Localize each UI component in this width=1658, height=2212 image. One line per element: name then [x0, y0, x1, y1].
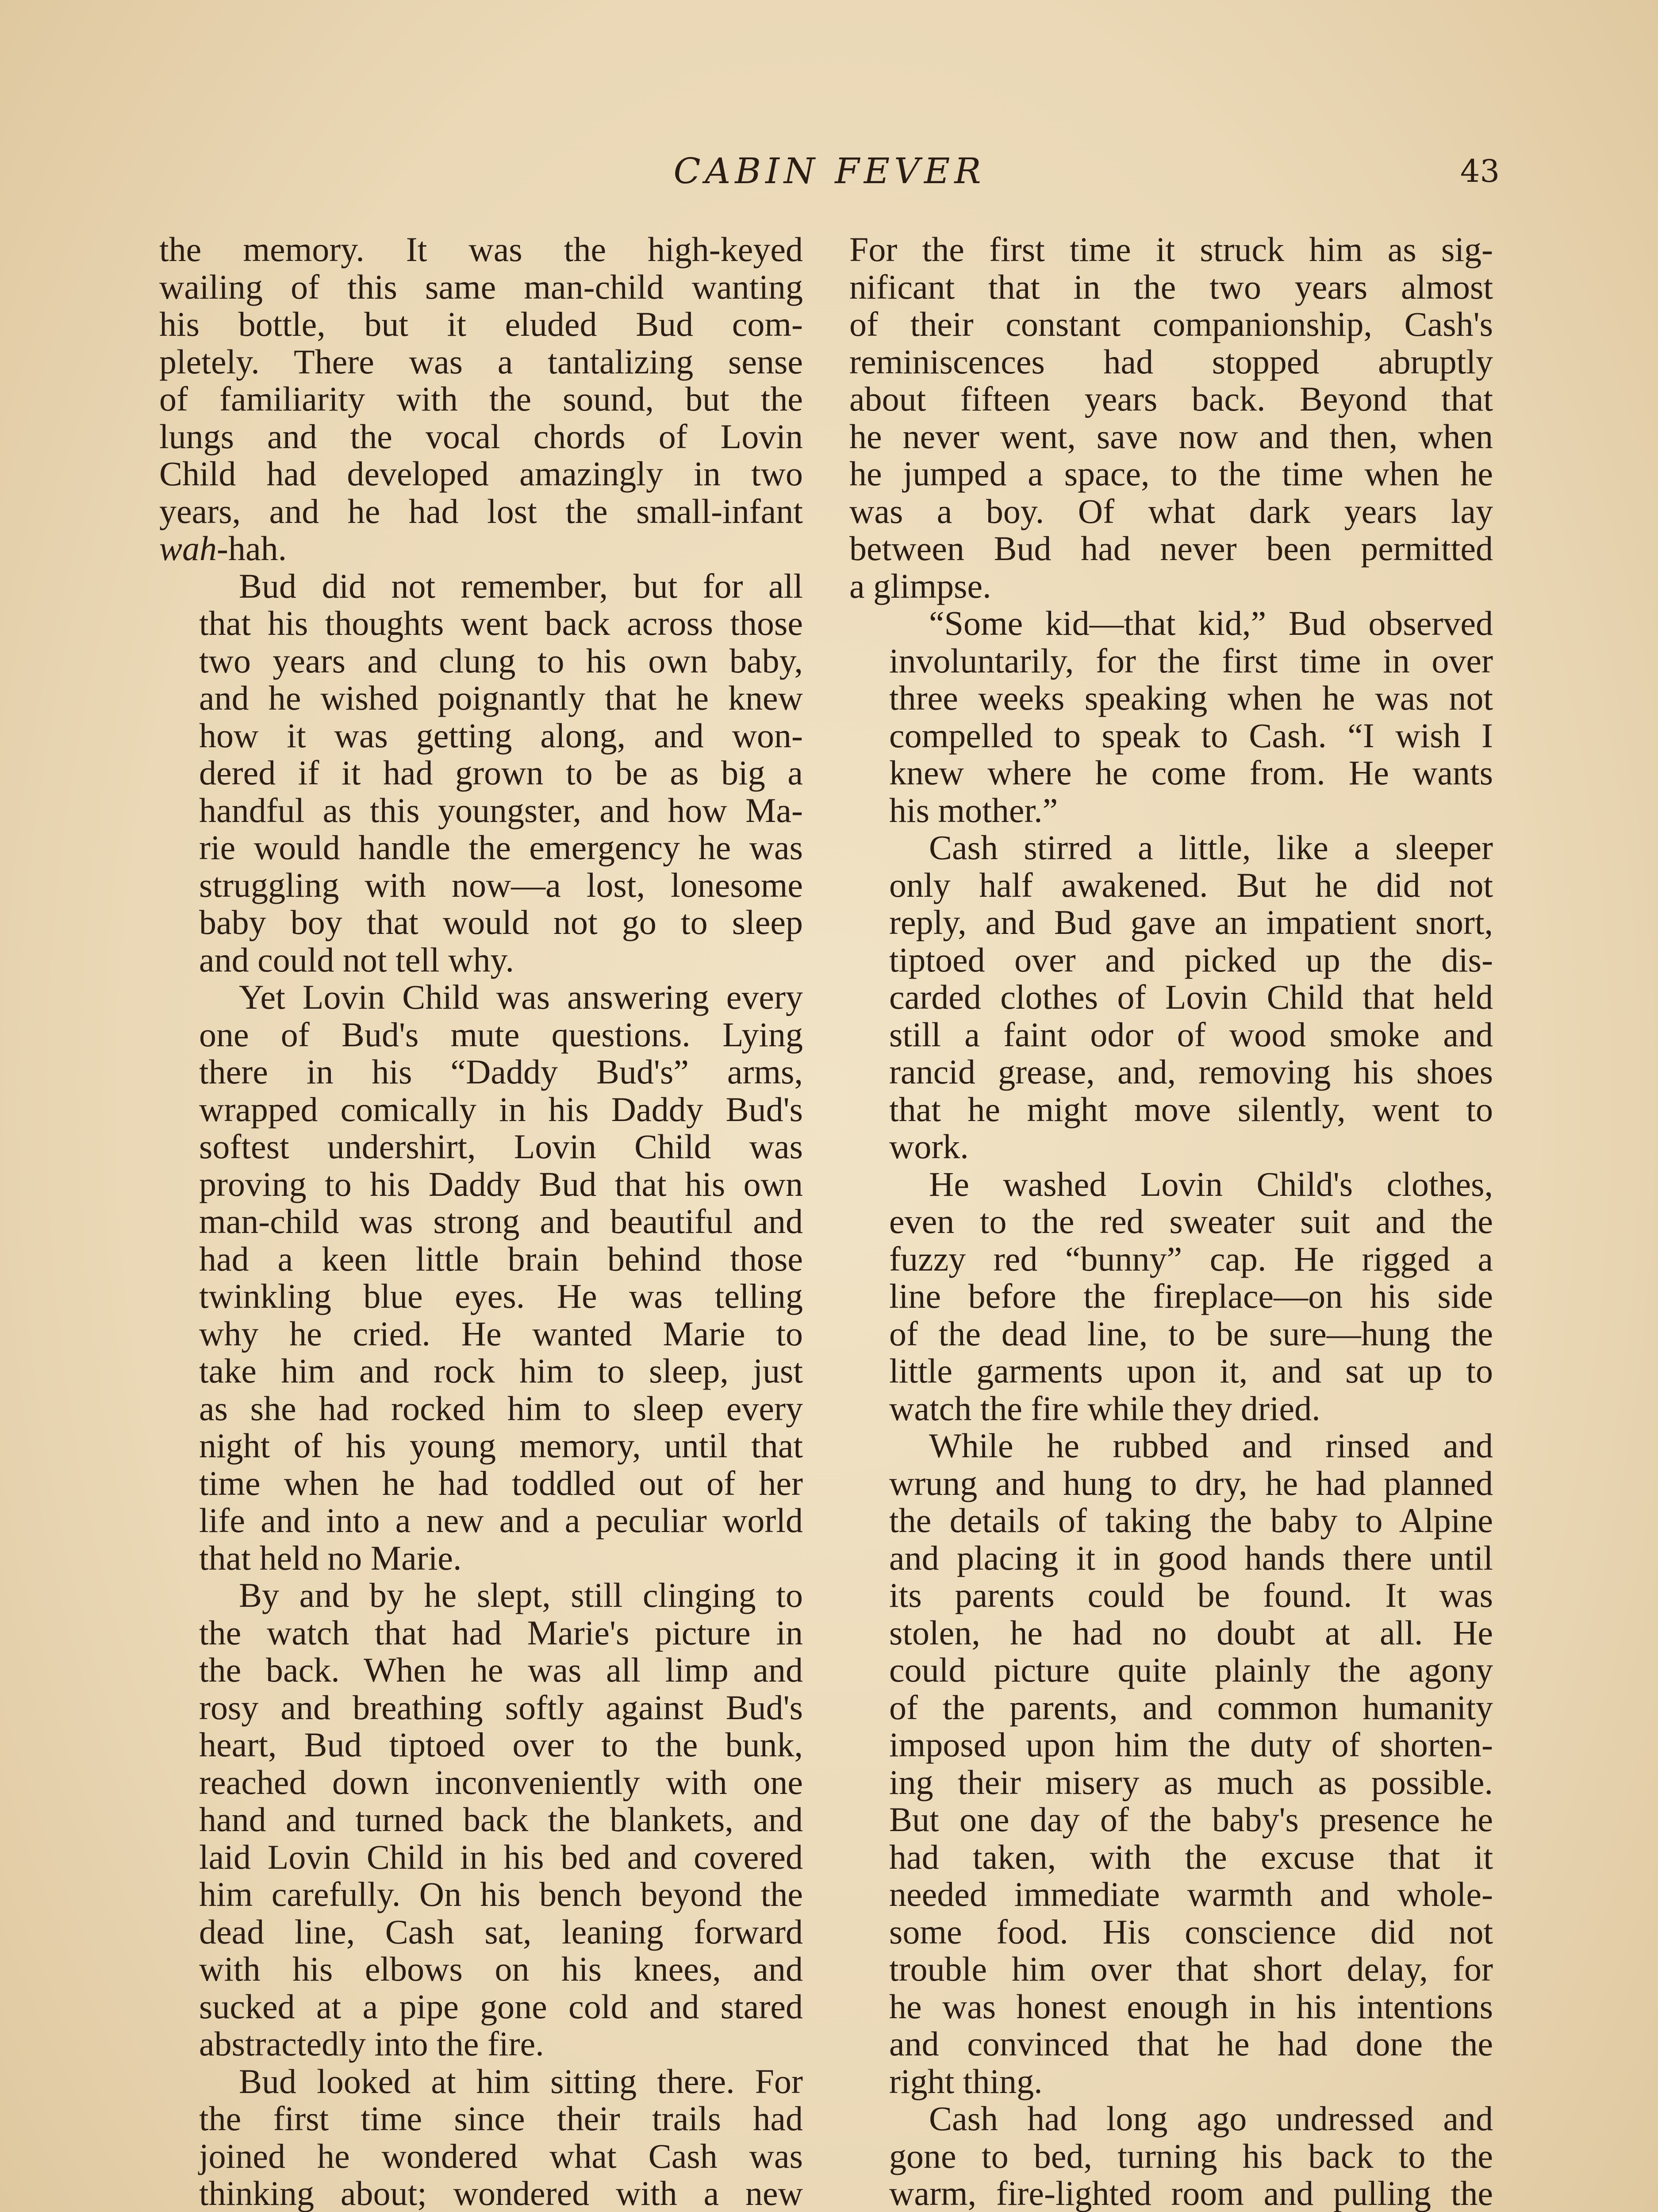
running-title: CABIN FEVER	[673, 150, 986, 192]
text-line: stolen, he had no doubt at all. He	[889, 1613, 1493, 1652]
text-line: his bottle, but it eluded Bud com-	[159, 305, 803, 343]
text-line: take him and rock him to sleep, just	[199, 1352, 803, 1390]
left-column	[159, 231, 803, 2212]
text-line: twinkling blue eyes. He was telling	[199, 1277, 803, 1315]
text-line: heart, Bud tiptoed over to the bunk,	[199, 1725, 803, 1764]
text-line: imposed upon him the duty of shorten-	[889, 1725, 1493, 1764]
text-line: ing their misery as much as possible.	[889, 1763, 1493, 1801]
text-line: wah-hah.	[159, 529, 287, 568]
text-line: the back. When he was all limp and	[199, 1651, 803, 1689]
page-number: 43	[1460, 153, 1500, 189]
text-line: how it was getting along, and won-	[199, 716, 803, 755]
text-line: involuntarily, for the first time in over	[889, 641, 1493, 680]
text-line: man-child was strong and beautiful and	[199, 1202, 803, 1240]
text-line: needed immediate warmth and whole-	[889, 1875, 1493, 1913]
text-line: a glimpse.	[849, 566, 991, 605]
right-column	[849, 231, 1493, 2212]
text-line: reply, and Bud gave an impatient snort,	[889, 903, 1493, 941]
text-line: “Some kid—that kid,” Bud observed	[929, 604, 1493, 642]
text-line: two years and clung to his own baby,	[199, 641, 803, 680]
text-line: years, and he had lost the small-infant	[159, 492, 803, 530]
text-line: life and into a new and a peculiar world	[199, 1501, 803, 1540]
paragraph	[849, 1427, 1493, 2100]
text-line: the memory. It was the high-keyed	[159, 230, 803, 269]
text-line: For the first time it struck him as sig-	[849, 230, 1493, 269]
text-line: he never went, save now and then, when	[849, 417, 1493, 456]
text-line: By and by he slept, still clinging to	[239, 1576, 803, 1614]
text-line: proving to his Daddy Bud that his own	[199, 1164, 803, 1203]
text-line: hand and turned back the blankets, and	[199, 1800, 803, 1839]
text-line: of familiarity with the sound, but the	[159, 380, 803, 418]
text-line: and he wished poignantly that he knew	[199, 679, 803, 717]
paragraph	[159, 568, 803, 979]
text-line: rosy and breathing softly against Bud's	[199, 1688, 803, 1727]
text-line: dead line, Cash sat, leaning forward	[199, 1912, 803, 1951]
text-line: While he rubbed and rinsed and	[929, 1426, 1493, 1465]
text-line: wrapped comically in his Daddy Bud's	[199, 1090, 803, 1129]
text-line: one of Bud's mute questions. Lying	[199, 1015, 803, 1054]
text-line: baby boy that would not go to sleep	[199, 903, 803, 941]
text-line: thinking about; wondered with a new	[199, 2174, 803, 2212]
text-line: sucked at a pipe gone cold and stared	[199, 1987, 803, 2026]
text-line: work.	[889, 1127, 969, 1166]
text-line: rancid grease, and, removing his shoes	[889, 1052, 1493, 1091]
text-line: of the dead line, to be sure—hung the	[889, 1314, 1493, 1353]
paragraph	[849, 231, 1493, 605]
text-line: watch the fire while they dried.	[889, 1389, 1320, 1428]
text-line: Cash stirred a little, like a sleeper	[929, 828, 1493, 867]
text-line: three weeks speaking when he was not	[889, 679, 1493, 717]
text-line: Bud looked at him sitting there. For	[239, 2062, 803, 2101]
text-line: softest undershirt, Lovin Child was	[199, 1127, 803, 1166]
text-line: trouble him over that short delay, for	[889, 1950, 1493, 1988]
text-line: why he cried. He wanted Marie to	[199, 1314, 803, 1353]
text-line: compelled to speak to Cash. “I wish I	[889, 716, 1493, 755]
text-line: there in his “Daddy Bud's” arms,	[199, 1052, 803, 1091]
text-line: little garments upon it, and sat up to	[889, 1352, 1493, 1390]
text-line: about fifteen years back. Beyond that	[849, 380, 1493, 418]
text-line: and convinced that he had done the	[889, 2024, 1493, 2063]
text-line: line before the fireplace—on his side	[889, 1277, 1493, 1315]
text-line: had taken, with the excuse that it	[889, 1837, 1493, 1876]
paragraph	[159, 979, 803, 1577]
text-line: Bud did not remember, but for all	[239, 566, 803, 605]
text-line: he was honest enough in his intentions	[889, 1987, 1493, 2026]
text-line: the first time since their trails had	[199, 2099, 803, 2138]
text-line: warm, fire-lighted room and pulling the	[889, 2174, 1493, 2212]
text-line: carded clothes of Lovin Child that held	[889, 978, 1493, 1016]
paragraph	[159, 1577, 803, 2063]
text-line: the details of taking the baby to Alpine	[889, 1501, 1493, 1540]
text-line: as she had rocked him to sleep every	[199, 1389, 803, 1428]
text-line: nificant that in the two years almost	[849, 267, 1493, 306]
text-line: only half awakened. But he did not	[889, 865, 1493, 904]
text-line: knew where he come from. He wants	[889, 753, 1493, 792]
text-line: struggling with now—a lost, lonesome	[199, 865, 803, 904]
text-line: that his thoughts went back across those	[199, 604, 803, 642]
text-line: had a keen little brain behind those	[199, 1239, 803, 1278]
text-line: that he might move silently, went to	[889, 1090, 1493, 1129]
text-line: could picture quite plainly the agony	[889, 1651, 1493, 1689]
text-line: Yet Lovin Child was answering every	[239, 978, 803, 1016]
text-line: rie would handle the emergency he was	[199, 828, 803, 867]
text-line: tiptoed over and picked up the dis-	[889, 940, 1493, 979]
text-line: fuzzy red “bunny” cap. He rigged a	[889, 1239, 1493, 1278]
text-line: and placing it in good hands there until	[889, 1538, 1493, 1577]
text-line: reached down inconveniently with one	[199, 1763, 803, 1801]
text-line: pletely. There was a tantalizing sense	[159, 342, 803, 381]
text-line: time when he had toddled out of her	[199, 1463, 803, 1502]
paragraph	[159, 2063, 803, 2212]
text-line: of their constant companionship, Cash's	[849, 305, 1493, 343]
text-line: with his elbows on his knees, and	[199, 1950, 803, 1988]
text-line: of the parents, and common humanity	[889, 1688, 1493, 1727]
text-line: night of his young memory, until that	[199, 1426, 803, 1465]
paragraph	[159, 231, 803, 568]
text-line: him carefully. On his bench beyond the	[199, 1875, 803, 1913]
text-line: lungs and the vocal chords of Lovin	[159, 417, 803, 456]
text-line: his mother.”	[889, 791, 1058, 830]
text-line: abstractedly into the fire.	[199, 2024, 544, 2063]
text-line: that held no Marie.	[199, 1538, 462, 1577]
text-line: Child had developed amazingly in two	[159, 454, 803, 493]
text-line: Cash had long ago undressed and	[929, 2099, 1493, 2138]
text-line: and could not tell why.	[199, 940, 514, 979]
paragraph	[849, 2100, 1493, 2212]
text-line: reminiscences had stopped abruptly	[849, 342, 1493, 381]
text-line: he jumped a space, to the time when he	[849, 454, 1493, 493]
text-line: some food. His conscience did not	[889, 1912, 1493, 1951]
text-line: dered if it had grown to be as big a	[199, 753, 803, 792]
text-line: wrung and hung to dry, he had planned	[889, 1463, 1493, 1502]
paragraph	[849, 829, 1493, 1166]
text-line: But one day of the baby's presence he	[889, 1800, 1493, 1839]
text-line: laid Lovin Child in his bed and covered	[199, 1837, 803, 1876]
text-line: wailing of this same man-child wanting	[159, 267, 803, 306]
text-line: even to the red sweater suit and the	[889, 1202, 1493, 1240]
text-line: its parents could be found. It was	[889, 1576, 1493, 1614]
page-header	[159, 150, 1500, 204]
text-line: the watch that had Marie's picture in	[199, 1613, 803, 1652]
text-line: between Bud had never been permitted	[849, 529, 1493, 568]
paragraph	[849, 605, 1493, 829]
text-line: was a boy. Of what dark years lay	[849, 492, 1493, 530]
text-line: He washed Lovin Child's clothes,	[929, 1164, 1493, 1203]
text-line: gone to bed, turning his back to the	[889, 2136, 1493, 2175]
paragraph	[849, 1166, 1493, 1428]
text-line: handful as this youngster, and how Ma-	[199, 791, 803, 830]
text-line: still a faint odor of wood smoke and	[889, 1015, 1493, 1054]
text-line: right thing.	[889, 2062, 1043, 2101]
text-line: joined he wondered what Cash was	[199, 2136, 803, 2175]
